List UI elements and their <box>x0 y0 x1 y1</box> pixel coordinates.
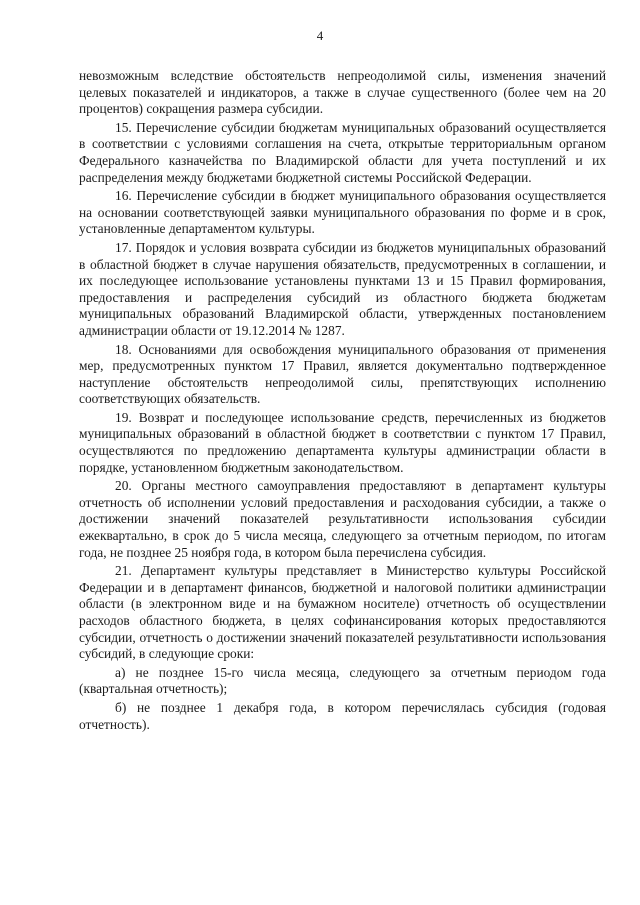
paragraph-15: 15. Перечисление субсидии бюджетам муниципальных образований осуществляется в соответствии с условиями соглашения на счета, открытые территориальным органом Федерального казначейства по Владимирской области для учета поступлений и их распределения между бюджетами бюджетной системы Российской Федерации. <box>79 119 606 185</box>
document-body <box>79 68 606 735</box>
paragraph-16: 16. Перечисление субсидии в бюджет муниципального образования осуществляется на основании соответствующей заявки муниципального образования по форме и в срок, установленные департаментом культуры. <box>79 188 606 237</box>
paragraph-21: 21. Департамент культуры представляет в Министерство культуры Российской Федерации и в департамент финансов, бюджетной и налоговой политики администрации области (в электронном виде и на бумажном носителе) отчетность об осуществлении расходов областного бюджета, в целях софинансирования которых предоставляются субсидии, отчетность о достижении значений показателей результативности использования субсидий, в следующие сроки: <box>79 563 606 662</box>
paragraph-continuation: невозможным вследствие обстоятельств непреодолимой силы, изменения значений целевых показателей и индикаторов, а также в случае существенного (более чем на 20 процентов) сокращения размера субсидии. <box>79 68 606 117</box>
paragraph-20: 20. Органы местного самоуправления предоставляют в департамент культуры отчетность об исполнении условий предоставления и расходования субсидии, а также о достижении значений показателей результативности использования субсидии ежеквартально, в срок до 5 числа месяца, следующего за отчетным периодом, по итогам года, не позднее 25 ноября года, в котором была перечислена субсидия. <box>79 478 606 560</box>
paragraph-19: 19. Возврат и последующее использование средств, перечисленных из бюджетов муниципальных образований в областной бюджет в соответствии с пунктом 17 Правил, осуществляются по предложению департамента культуры администрации области в порядке, установленном бюджетным законодательством. <box>79 409 606 475</box>
paragraph-21-b: б) не позднее 1 декабря года, в котором перечислялась субсидия (годовая отчетность). <box>79 699 606 732</box>
paragraph-18: 18. Основаниями для освобождения муниципального образования от применения мер, предусмотренных пунктом 17 Правил, является документально подтвержденное наступление обстоятельств непреодолимой силы, препятствующих исполнению соответствующих обязательств. <box>79 341 606 407</box>
page-number: 4 <box>316 28 324 43</box>
paragraph-17: 17. Порядок и условия возврата субсидии из бюджетов муниципальных образований в областной бюджет в случае нарушения обязательств, предусмотренных в соглашении, и их последующее использование установлены пунктами 13 и 15 Правил формирования, предоставления и распределения субсидий из областного бюджета бюджетам муниципальных образований Владимирской области, утвержденных постановлением администрации области от 19.12.2014 № 1287. <box>79 239 606 338</box>
paragraph-21-a: а) не позднее 15-го числа месяца, следующего за отчетным периодом года (квартальная отчетность); <box>79 664 606 697</box>
